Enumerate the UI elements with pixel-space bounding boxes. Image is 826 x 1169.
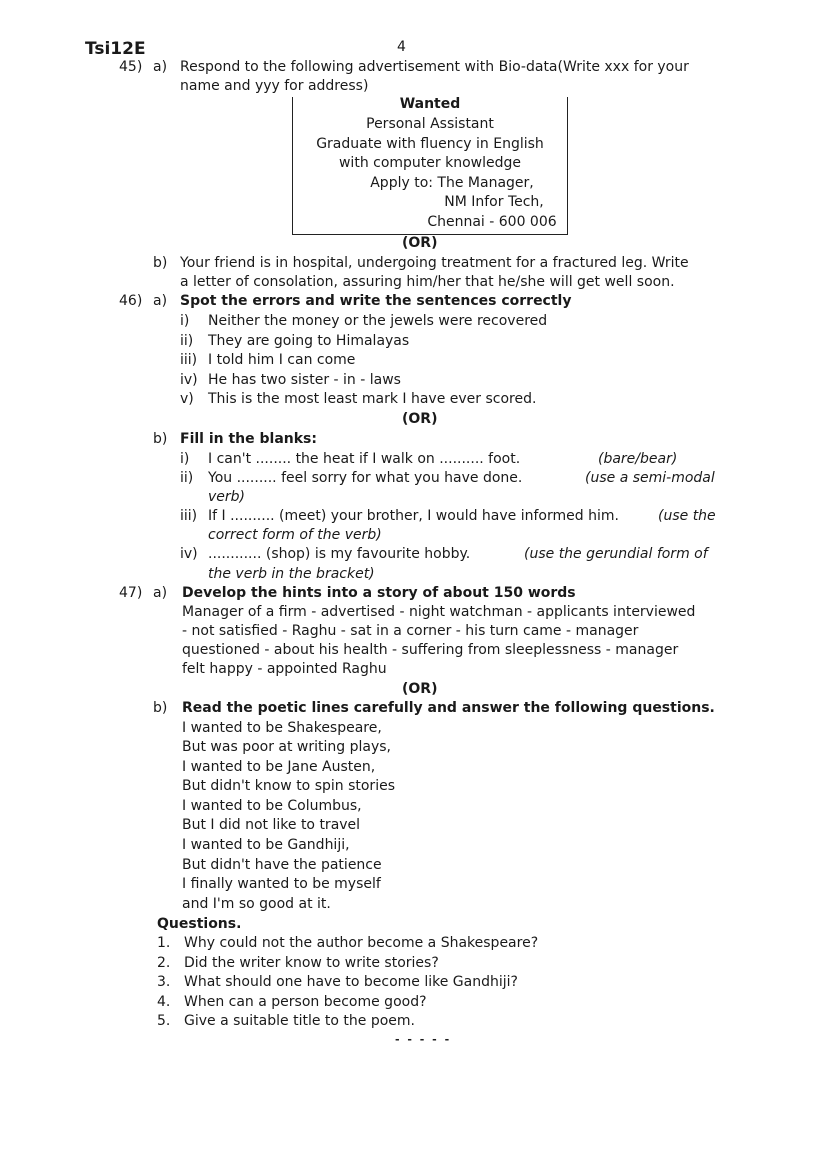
q46a-heading: Spot the errors and write the sentences correctly — [180, 293, 572, 309]
q46b-item-hint: (use a semi-modal — [585, 470, 715, 486]
poem-line: But I did not like to travel — [182, 817, 361, 833]
q45b-text-line1: Your friend is in hospital, undergoing treatment for a fractured leg. Write — [180, 255, 689, 271]
question-number: 2. — [157, 955, 171, 971]
q45b-text-line2: a letter of consolation, assuring him/her that he/she will get well soon. — [180, 274, 675, 290]
q46b-item-number: iii) — [180, 508, 198, 524]
q45-number: 45) — [119, 59, 143, 75]
q46a-item-number: i) — [180, 313, 190, 329]
q46a-item-text: He has two sister - in - laws — [208, 372, 401, 388]
q46a-item-text: They are going to Himalayas — [208, 333, 410, 349]
question-text: Why could not the author become a Shakespeare? — [184, 935, 539, 951]
q46a-item-text: Neither the money or the jewels were recovered — [208, 313, 548, 329]
q46b-item-number: iv) — [180, 546, 198, 562]
question-number: 3. — [157, 974, 171, 990]
q46b-item-number: ii) — [180, 470, 194, 486]
poem-line: But didn't know to spin stories — [182, 778, 395, 794]
or-divider: (OR) — [402, 681, 438, 697]
q47a-label: a) — [153, 585, 168, 601]
q47b-heading: Read the poetic lines carefully and answer the following questions. — [182, 700, 715, 716]
q46-number: 46) — [119, 293, 143, 309]
ad-line: Personal Assistant — [366, 116, 494, 132]
page-number: 4 — [397, 39, 406, 55]
q46b-label: b) — [153, 431, 168, 447]
poem-line: I wanted to be Columbus, — [182, 798, 362, 814]
ad-line: Apply to: The Manager, — [370, 175, 534, 191]
q46b-item-hint: verb) — [208, 489, 246, 505]
poem-line: But was poor at writing plays, — [182, 739, 392, 755]
q45a-text-line1: Respond to the following advertisement with Bio-data(Write xxx for your — [180, 59, 689, 75]
question-text: Did the writer know to write stories? — [184, 955, 439, 971]
ad-line: NM Infor Tech, — [444, 194, 544, 210]
q47b-label: b) — [153, 700, 168, 716]
q46b-item-hint: correct form of the verb) — [208, 527, 382, 543]
ad-title: Wanted — [399, 96, 461, 112]
q46b-item-text: If I .......... (meet) your brother, I would have informed him. — [208, 508, 619, 524]
q45a-label: a) — [153, 59, 168, 75]
q46b-item-hint: (use the — [658, 508, 716, 524]
q46a-item-number: ii) — [180, 333, 194, 349]
or-divider: (OR) — [402, 235, 438, 251]
q46a-item-text: This is the most least mark I have ever scored. — [208, 391, 537, 407]
q45b-label: b) — [153, 255, 168, 271]
ad-line: Graduate with fluency in English — [316, 136, 544, 152]
question-number: 5. — [157, 1013, 171, 1029]
question-text: When can a person become good? — [184, 994, 427, 1010]
question-text: Give a suitable title to the poem. — [184, 1013, 415, 1029]
poem-line: I wanted to be Jane Austen, — [182, 759, 376, 775]
q46b-item-text: I can't ........ the heat if I walk on .......... foot. — [208, 451, 521, 467]
question-number: 4. — [157, 994, 171, 1010]
q46a-item-number: iv) — [180, 372, 198, 388]
ad-line: with computer knowledge — [338, 155, 521, 171]
question-number: 1. — [157, 935, 171, 951]
question-text: What should one have to become like Gandhiji? — [184, 974, 518, 990]
q45a-text-line2: name and yyy for address) — [180, 78, 369, 94]
q46b-item-hint: (use the gerundial form of — [524, 546, 708, 562]
poem-line: and I'm so good at it. — [182, 896, 331, 912]
q46b-item-text: ............ (shop) is my favourite hobby. — [208, 546, 471, 562]
poem-line: But didn't have the patience — [182, 857, 382, 873]
q46b-item-hint: (bare/bear) — [598, 451, 678, 467]
ad-line: Chennai - 600 006 — [427, 214, 557, 230]
or-divider: (OR) — [402, 411, 438, 427]
q47a-heading: Develop the hints into a story of about 150 words — [182, 585, 576, 601]
end-of-paper-mark: - - - - - — [395, 1033, 452, 1046]
q47a-hint-line: felt happy - appointed Raghu — [182, 661, 387, 677]
q47a-hint-line: Manager of a firm - advertised - night watchman - applicants interviewed — [182, 604, 696, 620]
advertisement-box — [292, 97, 568, 235]
questions-heading: Questions. — [157, 916, 242, 932]
poem-line: I finally wanted to be myself — [182, 876, 381, 892]
q46a-item-text: I told him I can come — [208, 352, 356, 368]
q47a-hint-line: questioned - about his health - suffering from sleeplessness - manager — [182, 642, 679, 658]
q46a-item-number: iii) — [180, 352, 198, 368]
q46a-item-number: v) — [180, 391, 194, 407]
q47-number: 47) — [119, 585, 143, 601]
poem-line: I wanted to be Shakespeare, — [182, 720, 382, 736]
q46b-item-number: i) — [180, 451, 190, 467]
q46b-heading: Fill in the blanks: — [180, 431, 317, 447]
q46b-item-text: You ......... feel sorry for what you have done. — [208, 470, 523, 486]
poem-line: I wanted to be Gandhiji, — [182, 837, 350, 853]
q46b-item-hint: the verb in the bracket) — [208, 566, 375, 582]
q46a-label: a) — [153, 293, 168, 309]
q47a-hint-line: - not satisfied - Raghu - sat in a corner - his turn came - manager — [182, 623, 639, 639]
paper-code: Tsi12E — [85, 39, 146, 59]
